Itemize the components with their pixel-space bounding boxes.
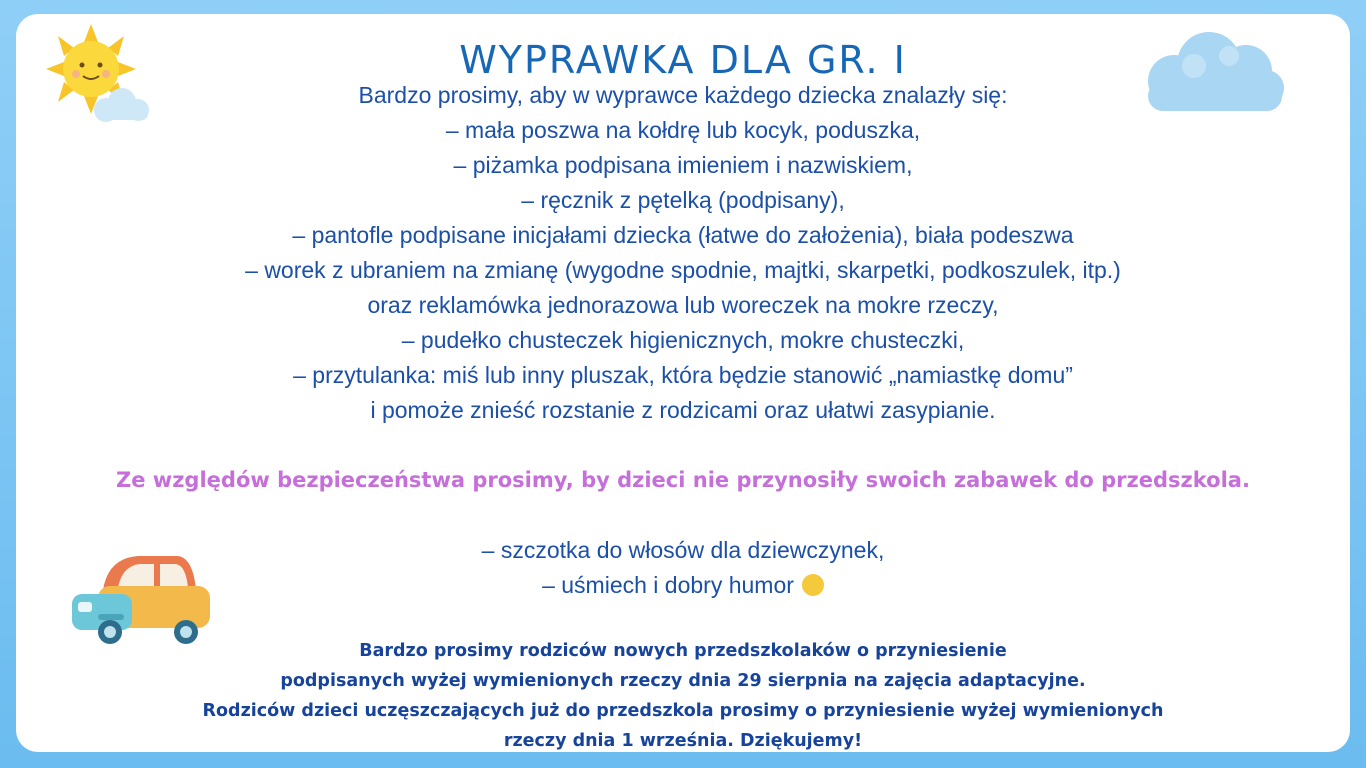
- list-item: – pudełko chusteczek higienicznych, mokre chusteczki,: [401, 327, 965, 353]
- footer-line: Rodziców dzieci uczęszczających już do przedszkola prosimy o przyniesienie wyżej wymienionych: [202, 701, 1164, 721]
- list-item: [16, 571, 1350, 599]
- list-item: – ręcznik z pętelką (podpisany),: [521, 187, 845, 213]
- list-item: oraz reklamówka jednorazowa lub woreczek na mokre rzeczy,: [367, 292, 999, 318]
- smiley-icon: [802, 574, 824, 596]
- list-item: – mała poszwa na kołdrę lub kocyk, poduszka,: [445, 117, 921, 143]
- list-item: – worek z ubraniem na zmianę (wygodne spodnie, majtki, skarpetki, podkoszulek, itp.): [245, 257, 1121, 283]
- list-item-text: – uśmiech i dobry humor: [542, 572, 794, 598]
- list-item: – piżamka podpisana imieniem i nazwiskiem,: [453, 152, 913, 178]
- page-title: WYPRAWKA DLA GR. I: [459, 38, 907, 82]
- list-item: – przytulanka: miś lub inny pluszak, która będzie stanowić „namiastkę domu”: [293, 362, 1073, 388]
- intro-text: Bardzo prosimy, aby w wyprawce każdego dziecka znalazły się:: [358, 82, 1008, 108]
- notice-card: [16, 14, 1350, 752]
- safety-warning: Ze względów bezpieczeństwa prosimy, by dzieci nie przynosiły swoich zabawek do przedszkola.: [116, 468, 1250, 492]
- list-item: – szczotka do włosów dla dziewczynek,: [481, 537, 885, 563]
- footer-line: Bardzo prosimy rodziców nowych przedszkolaków o przyniesienie: [359, 641, 1007, 661]
- list-item: i pomoże znieść rozstanie z rodzicami oraz ułatwi zasypianie.: [370, 397, 996, 423]
- list-item: – pantofle podpisane inicjałami dziecka (łatwe do założenia), biała podeszwa: [292, 222, 1074, 248]
- footer-line: podpisanych wyżej wymienionych rzeczy dnia 29 sierpnia na zajęcia adaptacyjne.: [280, 671, 1086, 691]
- footer-line: rzeczy dnia 1 września. Dziękujemy!: [503, 731, 863, 751]
